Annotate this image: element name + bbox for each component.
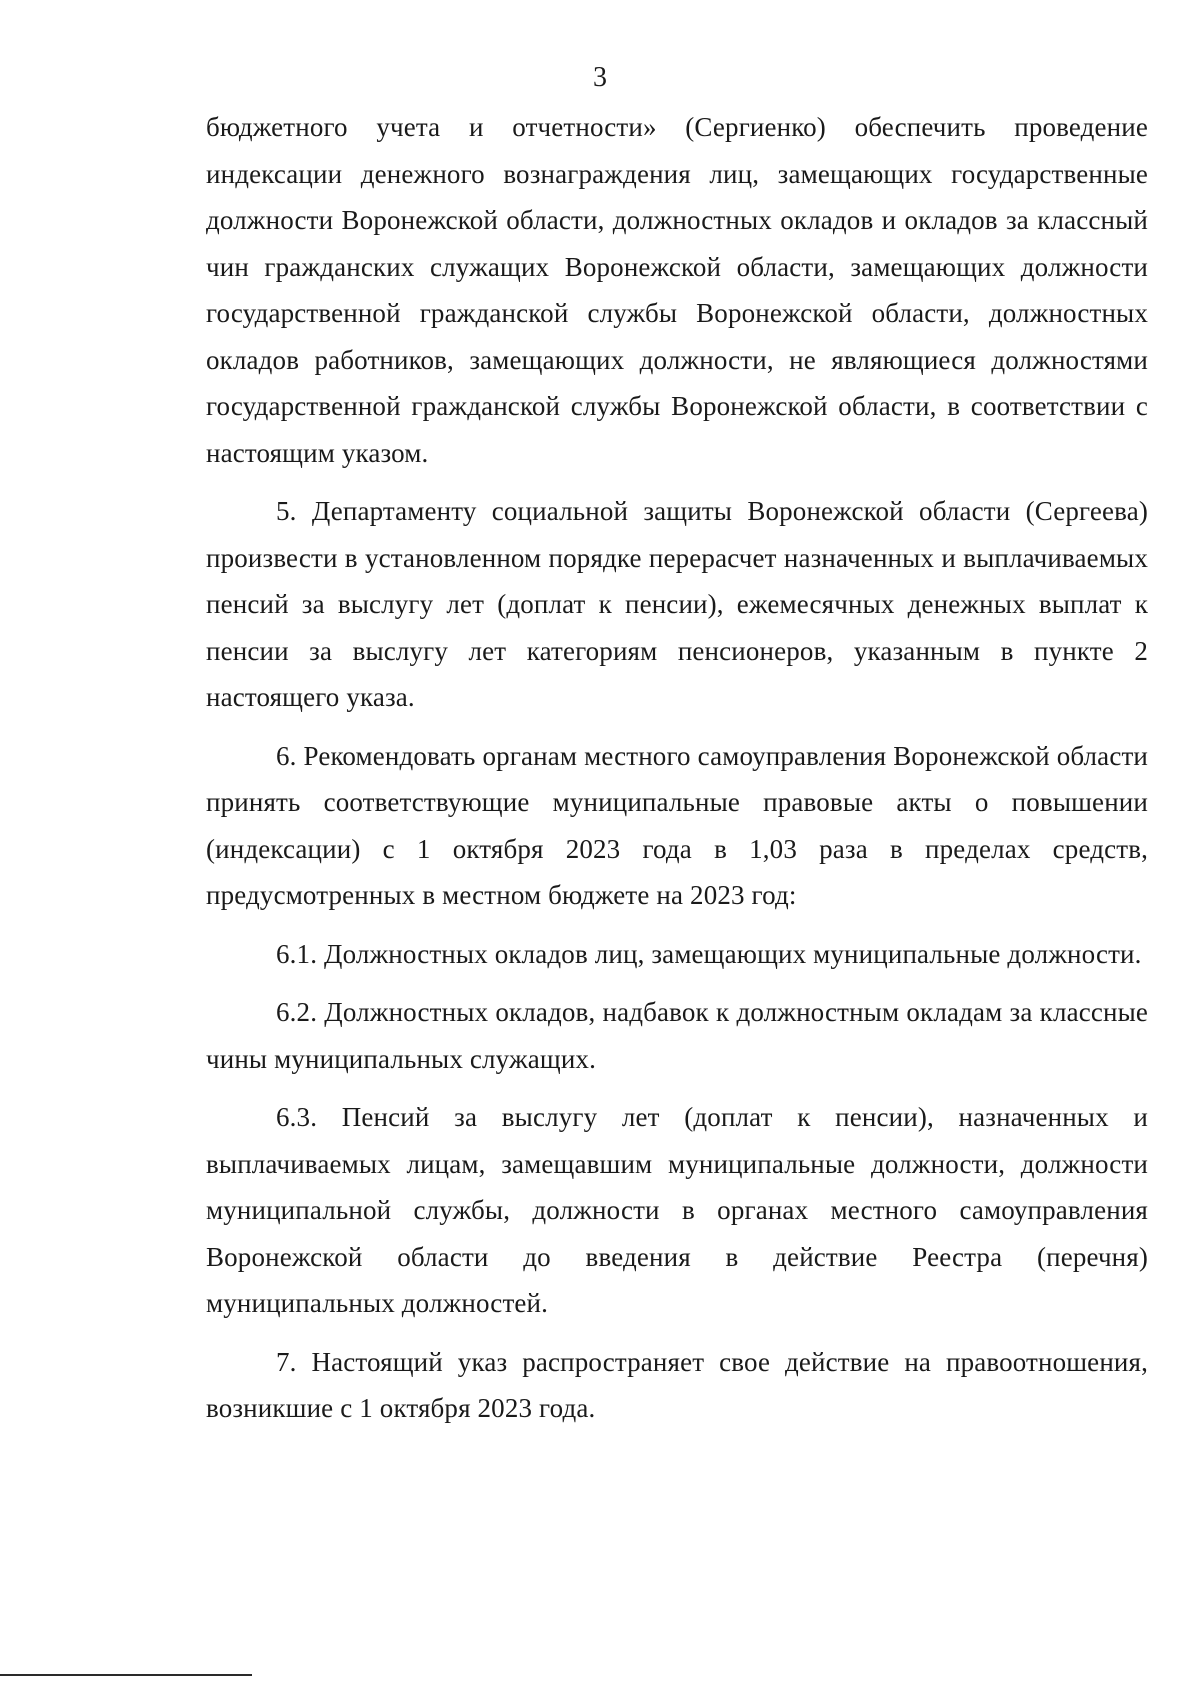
paragraph-item-6: 6. Рекомендовать органам местного самоуправления Воронежской области принять соответствующие муниципальные правовые акты о повышении (индексации) с 1 октября 2023 года в 1,03 раза в пределах средств, предусмотренных в местном бюджете на 2023 год:	[206, 740, 1148, 910]
page-number: 3	[593, 62, 607, 93]
paragraph-item-7: 7. Настоящий указ распространяет свое действие на правоотношения, возникшие с 1 октября 2023 года.	[206, 1346, 1148, 1423]
footer-divider	[0, 1674, 252, 1676]
paragraph-item-6-1: 6.1. Должностных окладов лиц, замещающих муниципальные должности.	[276, 938, 1142, 969]
paragraph-item-6-2: 6.2. Должностных окладов, надбавок к должностным окладам за классные чины муниципальных служащих.	[206, 997, 1148, 1074]
paragraph-continuation: бюджетного учета и отчетности» (Сергиенко) обеспечить проведение индексации денежного вознаграждения лиц, замещающих государственные должности Воронежской области, должностных окладов и окладов за классный чин гражданских служащих Воронежской области, замещающих должности государственной гражданской службы Воронежской области, должностных окладов работников, замещающих должности, не являющиеся должностями государственной гражданской службы Воронежской области, в соответствии с настоящим указом.	[206, 112, 1148, 468]
document-body	[206, 104, 1148, 1432]
paragraph-item-5: 5. Департаменту социальной защиты Воронежской области (Сергеева) произвести в установленном порядке перерасчет назначенных и выплачиваемых пенсий за выслугу лет (доплат к пенсии), ежемесячных денежных выплат к пенсии за выслугу лет категориям пенсионеров, указанным в пункте 2 настоящего указа.	[206, 496, 1148, 712]
paragraph-item-6-3: 6.3. Пенсий за выслугу лет (доплат к пенсии), назначенных и выплачиваемых лицам, замещавшим муниципальные должности, должности муниципальной службы, должности в органах местного самоуправления Воронежской области до введения в действие Реестра (перечня) муниципальных должностей.	[206, 1102, 1148, 1318]
